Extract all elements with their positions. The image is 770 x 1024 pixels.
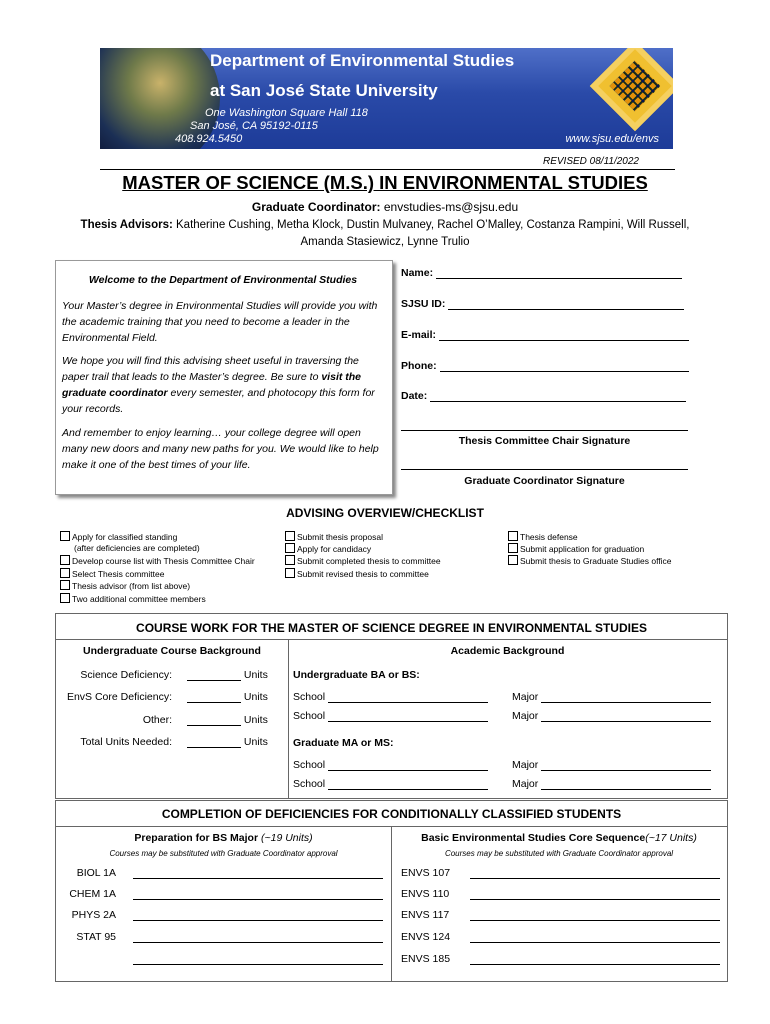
course-line[interactable] — [470, 867, 720, 879]
welcome-box — [55, 260, 393, 495]
course-grade-field[interactable] — [133, 867, 383, 879]
banner-title: Department of Environmental Studies — [210, 51, 515, 70]
graduate-coordinator — [0, 200, 770, 214]
major-label: Major — [512, 778, 539, 790]
units-label: Units — [243, 691, 268, 703]
course-grade-field[interactable] — [470, 867, 720, 879]
banner-subtitle: at San José State University — [210, 81, 438, 100]
name-label: Name: — [401, 267, 434, 279]
units-line[interactable] — [187, 714, 241, 726]
sjsu-id-label: SJSU ID: — [401, 298, 446, 310]
checklist-title: ADVISING OVERVIEW/CHECKLIST — [286, 506, 484, 520]
banner-url: www.sjsu.edu/envs — [565, 133, 659, 145]
sjsu-id-line[interactable] — [448, 298, 684, 310]
coordinator-signature-label: Graduate Coordinator Signature — [464, 475, 625, 487]
envs-core-deficiency-field[interactable] — [187, 691, 268, 703]
checklist-label: Submit revised thesis to committee — [297, 569, 429, 579]
grad-major-field[interactable] — [512, 759, 711, 771]
core-sequence-header — [391, 832, 727, 844]
course-line[interactable] — [133, 953, 383, 965]
undergrad-degree-label: Undergraduate BA or BS: — [293, 669, 420, 681]
undergrad-major-field-2[interactable] — [512, 710, 711, 722]
department-banner — [100, 48, 673, 149]
welcome-paragraph-3: And remember to enjoy learning… your college degree will open many new doors and many new paths for you. We would like to help make it one of the best times of your life. — [62, 427, 379, 471]
checklist-label: Apply for candidacy — [297, 544, 372, 554]
checklist-item[interactable] — [285, 568, 429, 579]
course-line[interactable] — [133, 888, 383, 900]
deficiencies-title: COMPLETION OF DEFICIENCIES FOR CONDITIONALLY CLASSIFIED STUDENTS — [161, 807, 622, 821]
course-label: ENVS 185 — [401, 953, 451, 965]
total-units-label: Total Units Needed: — [80, 736, 172, 748]
checkbox[interactable] — [60, 593, 70, 603]
welcome-paragraph-1: Your Master’s degree in Environmental Studies will provide you with the academic training that you need to become a leader in the Environmental Field. — [62, 300, 378, 344]
course-label: CHEM 1A — [69, 888, 116, 900]
checklist-label: Submit thesis proposal — [297, 532, 383, 542]
email-label: E-mail: — [401, 329, 437, 341]
checklist-item[interactable] — [508, 531, 578, 542]
checklist-label: Thesis advisor (from list above) — [72, 581, 191, 591]
checkbox[interactable] — [60, 568, 70, 578]
school-label: School — [293, 759, 326, 771]
banner-address-line2: San José, CA 95192-0115 — [190, 120, 318, 132]
thesis-advisors — [70, 217, 700, 251]
coursework-title: COURSE WORK FOR THE MASTER OF SCIENCE DEGREE IN ENVIRONMENTAL STUDIES — [136, 621, 647, 635]
phone-field[interactable] — [401, 360, 689, 372]
checkbox[interactable] — [285, 568, 295, 578]
major-label: Major — [512, 710, 539, 722]
phone-label: Phone: — [401, 360, 437, 372]
course-grade-field[interactable] — [133, 931, 383, 943]
academic-background-header: Academic Background — [450, 645, 565, 657]
date-field[interactable] — [401, 390, 686, 402]
phone-line[interactable] — [440, 360, 689, 372]
welcome-p2-end: every semester, and photocopy this form for your records. — [62, 387, 375, 415]
checklist-item[interactable] — [285, 531, 383, 542]
checkbox[interactable] — [60, 531, 70, 541]
checklist-item[interactable] — [60, 568, 164, 579]
checklist-label: Apply for classified standing — [72, 532, 178, 542]
undergrad-school-field-2[interactable] — [293, 710, 488, 722]
checklist-label: Submit completed thesis to committee — [297, 556, 441, 566]
checklist-item[interactable] — [508, 543, 644, 554]
advisors-names: Katherine Cushing, Metha Klock, Dustin Mulvaney, Rachel O’Malley, Costanza Rampini, Will Russell, Amanda Stasiewicz, Lynne Trulio — [176, 219, 690, 248]
course-grade-field[interactable] — [470, 953, 720, 965]
checklist-item[interactable] — [60, 580, 190, 591]
course-label: ENVS 107 — [401, 867, 451, 879]
deficiencies-section — [55, 800, 728, 982]
coursework-section — [55, 613, 728, 799]
major-line[interactable] — [541, 691, 711, 703]
bs-prep-title: Preparation for BS Major — [134, 832, 259, 844]
total-units-field[interactable] — [187, 736, 268, 748]
coordinator-email: envstudies-ms@sjsu.edu — [383, 200, 519, 214]
grad-degree-label: Graduate MA or MS: — [293, 737, 394, 749]
school-label: School — [293, 710, 326, 722]
course-grade-field[interactable] — [133, 909, 383, 921]
checkbox[interactable] — [508, 555, 518, 565]
checkbox[interactable] — [285, 531, 295, 541]
checkbox[interactable] — [285, 555, 295, 565]
course-label: ENVS 124 — [401, 931, 451, 943]
grad-school-field-2[interactable] — [293, 778, 488, 790]
course-line[interactable] — [470, 931, 720, 943]
substitution-note: Courses may be substituted with Graduate Coordinator approval — [444, 849, 674, 858]
course-line[interactable] — [470, 888, 720, 900]
column-divider — [288, 639, 289, 798]
checklist-item[interactable] — [60, 531, 177, 542]
checklist-label: Develop course list with Thesis Committee Chair — [72, 556, 255, 566]
welcome-paragraph-2 — [62, 353, 388, 417]
units-label: Units — [243, 669, 268, 681]
science-deficiency-field[interactable] — [187, 669, 268, 681]
sjsu-id-field[interactable] — [401, 298, 684, 310]
course-line[interactable] — [133, 931, 383, 943]
school-line[interactable] — [328, 759, 488, 771]
envs-core-deficiency-label: EnvS Core Deficiency: — [66, 691, 172, 703]
bs-prep-units: (~19 Units) — [260, 832, 313, 844]
coordinator-signature-line[interactable] — [401, 469, 688, 470]
units-label: Units — [243, 714, 268, 726]
other-label: Other: — [142, 714, 172, 726]
grad-major-field-2[interactable] — [512, 778, 711, 790]
units-line[interactable] — [187, 736, 241, 748]
checklist-item[interactable] — [60, 555, 255, 566]
checklist-item[interactable] — [285, 555, 441, 566]
major-line[interactable] — [541, 778, 711, 790]
checklist-label: Submit application for graduation — [520, 544, 645, 554]
checklist-item[interactable] — [508, 555, 672, 566]
coordinator-label: Graduate Coordinator: — [251, 200, 381, 214]
name-field[interactable] — [401, 267, 682, 279]
chair-signature-label: Thesis Committee Chair Signature — [458, 435, 631, 447]
school-line[interactable] — [328, 778, 488, 790]
course-line[interactable] — [470, 909, 720, 921]
course-grade-field[interactable] — [470, 931, 720, 943]
advisors-label: Thesis Advisors: — [80, 219, 173, 231]
welcome-p2-emphasis: visit the graduate coordinator — [62, 371, 362, 399]
checklist-note: (after deficiencies are completed) — [74, 543, 200, 553]
date-line[interactable] — [430, 390, 686, 402]
other-field[interactable] — [187, 714, 268, 726]
substitution-note: Courses may be substituted with Graduate Coordinator approval — [109, 849, 338, 858]
checklist-label: Two additional committee members — [72, 594, 206, 604]
school-label: School — [293, 691, 326, 703]
course-grade-field[interactable] — [133, 888, 383, 900]
course-label: ENVS 110 — [401, 888, 450, 900]
date-label: Date: — [401, 390, 428, 402]
welcome-title: Welcome to the Department of Environmental Studies — [88, 274, 358, 286]
banner-phone: 408.924.5450 — [175, 133, 243, 145]
page-title: MASTER OF SCIENCE (M.S.) IN ENVIRONMENTAL STUDIES — [122, 172, 648, 193]
checkbox[interactable] — [60, 555, 70, 565]
checklist-label: Select Thesis committee — [72, 569, 165, 579]
course-line[interactable] — [470, 953, 720, 965]
school-line[interactable] — [328, 691, 488, 703]
checkbox[interactable] — [285, 543, 295, 553]
undergrad-school-field[interactable] — [293, 691, 488, 703]
course-grade-field[interactable] — [470, 888, 720, 900]
divider — [100, 169, 675, 170]
major-line[interactable] — [541, 710, 711, 722]
grad-school-field[interactable] — [293, 759, 488, 771]
course-line[interactable] — [133, 909, 383, 921]
chair-signature-line[interactable] — [401, 430, 688, 431]
units-line[interactable] — [187, 669, 241, 681]
checklist-item[interactable] — [60, 593, 206, 604]
checkbox[interactable] — [60, 580, 70, 590]
undergrad-major-field[interactable] — [512, 691, 711, 703]
units-line[interactable] — [187, 691, 241, 703]
school-label: School — [293, 778, 326, 790]
course-label: PHYS 2A — [71, 909, 116, 921]
course-grade-field[interactable] — [470, 909, 720, 921]
revised-date: REVISED 08/11/2022 — [543, 156, 639, 167]
course-label: ENVS 117 — [401, 909, 450, 921]
divider — [56, 639, 727, 640]
bs-prep-header — [56, 832, 391, 844]
science-deficiency-label: Science Deficiency: — [80, 669, 172, 681]
course-line[interactable] — [133, 867, 383, 879]
banner-address-line1: One Washington Square Hall 118 — [205, 107, 368, 119]
email-line[interactable] — [439, 329, 689, 341]
welcome-p2-text: We hope you will find this advising sheet useful in traversing the paper trail that leads to the Master’s degree. Be sure to — [62, 355, 359, 383]
course-grade-field[interactable] — [133, 953, 383, 965]
checklist-label: Submit thesis to Graduate Studies office — [520, 556, 672, 566]
checklist-item[interactable] — [285, 543, 371, 554]
core-sequence-units: (~17 Units) — [645, 832, 697, 844]
major-label: Major — [512, 759, 539, 771]
course-label: STAT 95 — [76, 931, 116, 943]
undergrad-background-header: Undergraduate Course Background — [83, 645, 261, 657]
core-sequence-title: Basic Environmental Studies Core Sequence — [421, 832, 646, 844]
school-line[interactable] — [328, 710, 488, 722]
checklist-label: Thesis defense — [520, 532, 578, 542]
checkbox[interactable] — [508, 531, 518, 541]
course-label: BIOL 1A — [76, 867, 116, 879]
units-label: Units — [243, 736, 268, 748]
major-label: Major — [512, 691, 539, 703]
university-logo-icon — [590, 48, 673, 131]
major-line[interactable] — [541, 759, 711, 771]
email-field[interactable] — [401, 329, 689, 341]
name-line[interactable] — [436, 267, 682, 279]
checkbox[interactable] — [508, 543, 518, 553]
